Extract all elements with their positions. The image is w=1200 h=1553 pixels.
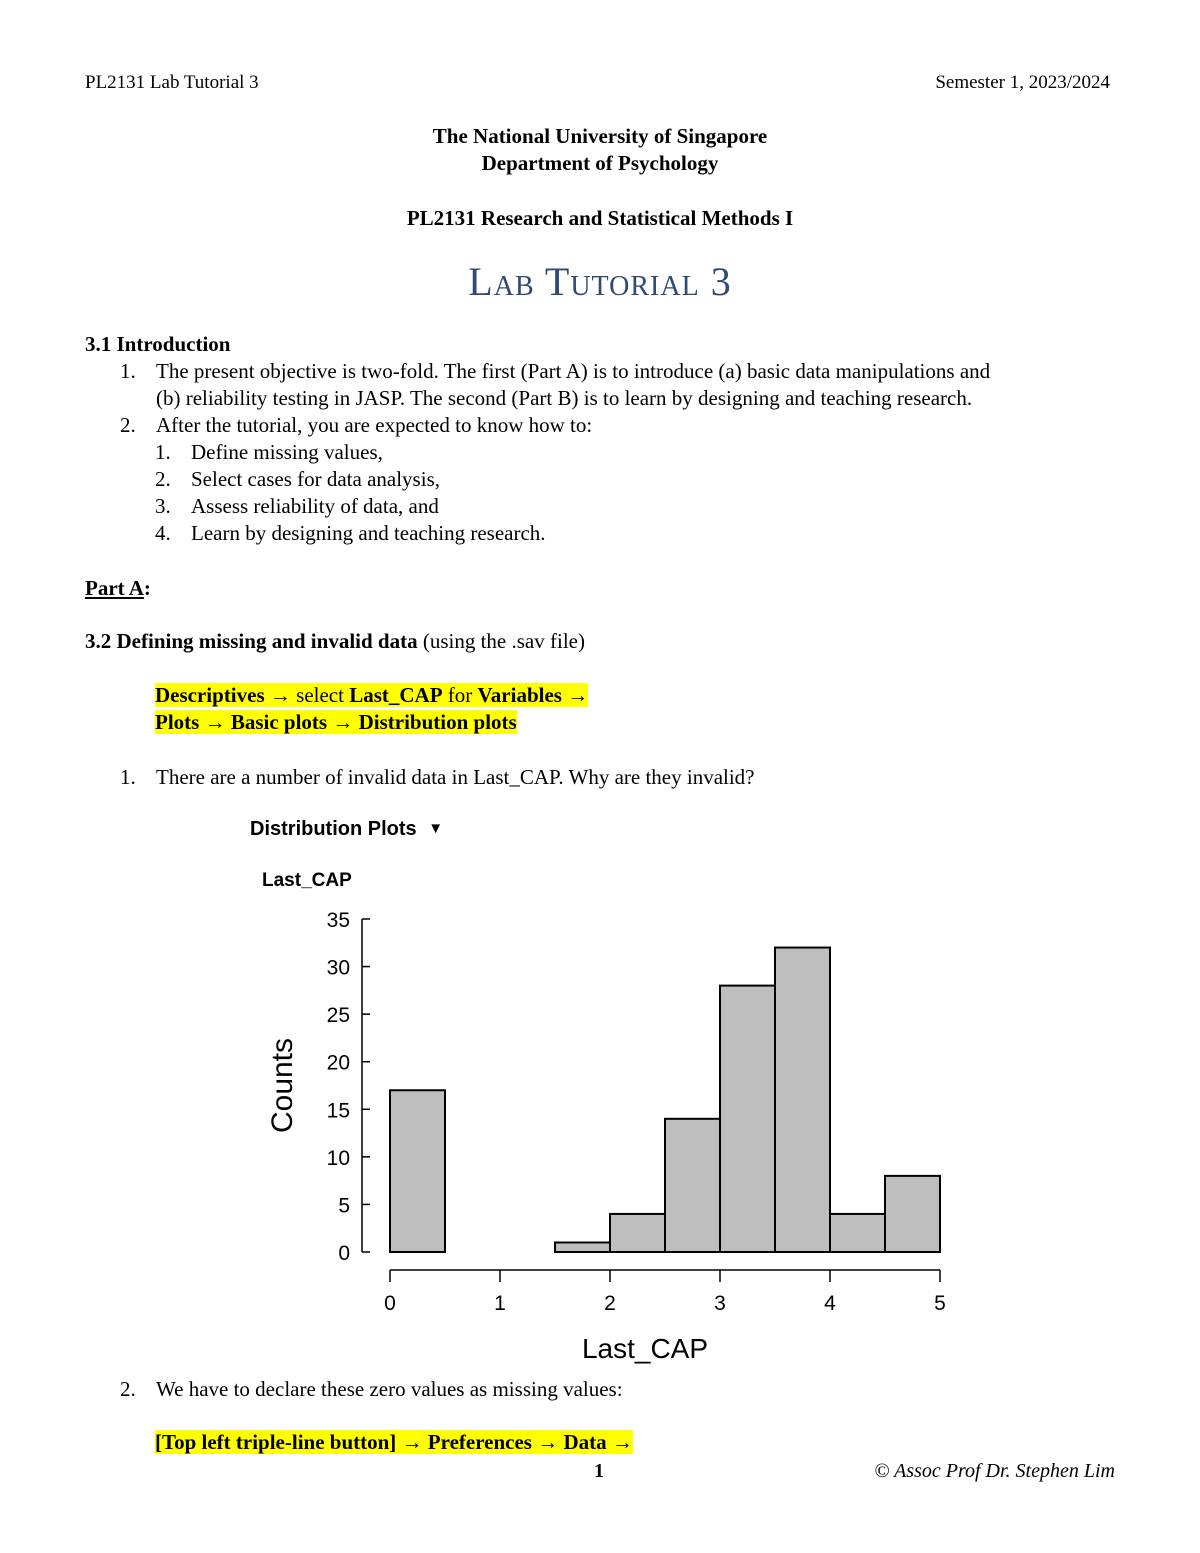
list-text: After the tutorial, you are expected to know how to: — [156, 413, 593, 437]
chart-title: Last_CAP — [262, 870, 352, 891]
list-text: Assess reliability of data, and — [191, 494, 439, 518]
distribution-plots-toggle[interactable] — [250, 818, 443, 841]
y-tick-label: 10 — [326, 1146, 350, 1170]
x-tick-label: 3 — [714, 1292, 726, 1315]
x-axis — [384, 1270, 946, 1315]
y-tick-label: 0 — [338, 1242, 350, 1265]
histogram-chart — [240, 858, 970, 1378]
x-tick-label: 5 — [934, 1292, 946, 1315]
intro-item-2 — [120, 412, 592, 439]
y-tick-label: 25 — [326, 1004, 350, 1028]
nav-step: Variables → — [477, 683, 589, 707]
header-right: Semester 1, 2023/2024 — [935, 72, 1110, 93]
section-3-2-heading — [85, 628, 585, 655]
nav-instruction-1 — [155, 682, 588, 709]
distribution-plots-heading: Distribution Plots — [250, 818, 417, 840]
histogram-bar — [555, 1242, 610, 1252]
page-number: 1 — [594, 1460, 604, 1482]
list-number: 1. — [155, 440, 171, 464]
course-title: PL2131 Research and Statistical Methods I — [406, 206, 794, 230]
header-left: PL2131 Lab Tutorial 3 — [85, 72, 259, 93]
histogram-bar — [885, 1176, 940, 1252]
list-text: Select cases for data analysis, — [191, 467, 440, 491]
nav-step: Plots → Basic plots → Distribution plots — [155, 710, 517, 734]
nav-step: Descriptives → — [155, 683, 291, 707]
list-text: The present objective is two-fold. The first (Part A) is to introduce (a) basic data manipulations and — [156, 359, 991, 383]
histogram-bar — [775, 948, 830, 1252]
nav-step: for — [442, 683, 478, 707]
y-tick-label: 5 — [338, 1194, 350, 1218]
lab-title: Lab Tutorial 3 — [468, 259, 732, 304]
x-tick-label: 0 — [384, 1292, 396, 1315]
nav-instruction-2 — [155, 709, 517, 736]
part-a-colon: : — [143, 576, 151, 600]
list-text: There are a number of invalid data in Last_CAP. Why are they invalid? — [156, 765, 755, 789]
x-tick-label: 1 — [494, 1292, 506, 1315]
list-text: We have to declare these zero values as missing values: — [156, 1377, 623, 1401]
histogram-bar — [610, 1214, 665, 1252]
y-axis-label: Counts — [266, 1037, 299, 1134]
nav-instruction-3 — [155, 1429, 633, 1456]
part-a-label: Part A — [85, 576, 144, 600]
list-item — [155, 466, 546, 493]
section-3-2-suffix: (using the .sav file) — [417, 629, 585, 653]
histogram-bar — [720, 986, 775, 1252]
list-item — [155, 439, 546, 466]
question-2 — [120, 1376, 623, 1403]
question-1 — [120, 764, 755, 791]
list-number: 2. — [155, 467, 171, 491]
section-3-1-heading: 3.1 Introduction — [85, 332, 231, 356]
y-tick-label: 30 — [326, 956, 350, 980]
triangle-down-icon: ▼ — [428, 820, 444, 837]
bars — [390, 948, 940, 1252]
y-tick-label: 15 — [326, 1099, 350, 1123]
part-a-heading — [85, 575, 151, 602]
nav-step: [Top left triple-line button] → Preferences → Data → — [155, 1430, 633, 1454]
footer-copyright: © Assoc Prof Dr. Stephen Lim — [874, 1460, 1115, 1482]
list-number: 3. — [155, 494, 171, 518]
list-number: 4. — [155, 521, 171, 545]
list-item — [155, 493, 546, 520]
y-tick-label: 20 — [326, 1051, 350, 1075]
list-number: 2. — [120, 1377, 136, 1401]
list-text: (b) reliability testing in JASP. The second (Part B) is to learn by designing and teaching research. — [156, 386, 973, 410]
department-title: Department of Psychology — [481, 151, 719, 175]
list-number: 1. — [120, 359, 136, 383]
sublist — [155, 439, 546, 547]
university-title: The National University of Singapore — [432, 124, 768, 148]
list-number: 1. — [120, 765, 136, 789]
nav-step: Last_CAP — [349, 683, 443, 707]
nav-step: select — [290, 683, 350, 707]
x-axis-label: Last_CAP — [581, 1333, 709, 1364]
y-axis — [327, 909, 370, 1265]
histogram-bar — [830, 1214, 885, 1252]
intro-item-1 — [120, 358, 990, 412]
x-tick-label: 2 — [604, 1292, 616, 1315]
section-3-2-title: 3.2 Defining missing and invalid data — [85, 629, 418, 653]
histogram-bar — [665, 1119, 720, 1252]
list-number: 2. — [120, 413, 136, 437]
list-item — [155, 520, 546, 547]
histogram-bar — [390, 1090, 445, 1252]
y-tick-label: 35 — [326, 909, 350, 932]
list-text: Learn by designing and teaching research. — [191, 521, 546, 545]
list-text: Define missing values, — [191, 440, 383, 464]
x-tick-label: 4 — [824, 1292, 836, 1315]
